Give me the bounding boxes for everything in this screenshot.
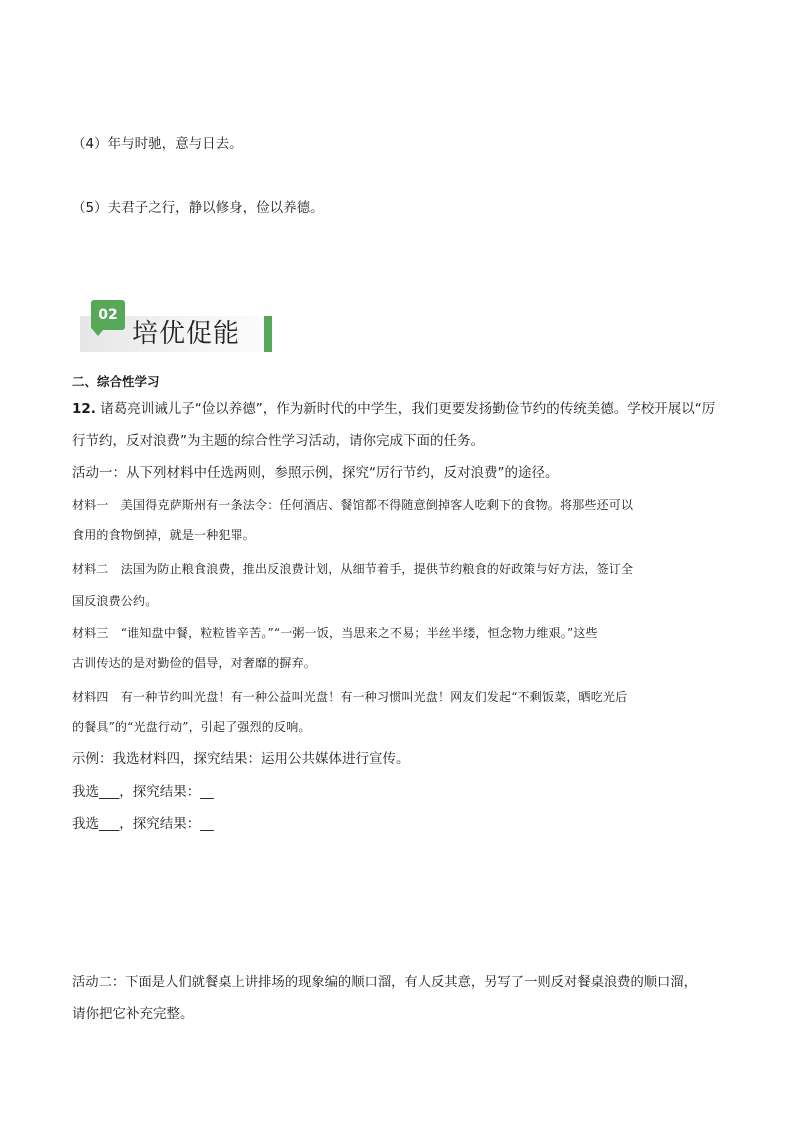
material-3-line-1: 材料三 “谁知盘中餐，粒粒皆辛苦。”“一粥一饭，当思来之不易；半丝半缕，恒念物力维艰。”这些 xyxy=(72,626,598,640)
item-number: （5） xyxy=(72,200,108,216)
item-text: 夫君子之行，静以修身，俭以养德。 xyxy=(107,200,324,216)
badge-tail-icon xyxy=(93,330,103,336)
question-line-2: 行节约，反对浪费”为主题的综合性学习活动，请你完成下面的任务。 xyxy=(72,433,484,449)
activity2-line-1: 活动二：下面是人们就餐桌上讲排场的现象编的顺口溜，有人反其意，另写了一则反对餐桌浪费的顺口溜， xyxy=(72,975,697,990)
material-3-line-2: 古训传达的是对勤俭的倡导，对奢靡的摒弃。 xyxy=(72,656,317,670)
question-text: 诸葛亮训诫儿子“俭以养德”，作为新时代的中学生，我们更要发扬勤俭节约的传统美德。学校开展以“厉 xyxy=(95,401,716,417)
section-banner xyxy=(80,300,276,354)
material-2-line-1: 材料二 法国为防止粮食浪费，推出反浪费计划，从细节着手，提供节约粮食的好政策与好方法，签订全 xyxy=(72,562,634,576)
example-text: 示例：我选材料四，探究结果：运用公共媒体进行宣传。 xyxy=(72,751,410,767)
material-4-line-2: 的餐具”的“光盘行动”，引起了强烈的反响。 xyxy=(72,720,311,734)
item-4 xyxy=(72,136,243,152)
section-heading: 二、综合性学习 xyxy=(72,374,160,389)
activity2-line-2: 请你把它补充完整。 xyxy=(72,1006,194,1022)
banner-accent-bar xyxy=(264,316,272,352)
activity1-intro: 活动一：从下列材料中任选两则，参照示例，探究“厉行节约，反对浪费”的途径。 xyxy=(72,465,559,481)
answer-line-2[interactable]: 我选___，探究结果：__ xyxy=(72,816,214,832)
section-badge: 02 xyxy=(91,300,125,330)
material-1-line-2: 食用的食物倒掉，就是一种犯罪。 xyxy=(72,528,256,542)
question-line-1 xyxy=(72,401,715,417)
material-1-line-1: 材料一 美国得克萨斯州有一条法令：任何酒店、餐馆都不得随意倒掉客人吃剩下的食物。将那些还可以 xyxy=(72,498,634,512)
item-text: 年与时驰，意与日去。 xyxy=(107,136,243,152)
section-title: 培优促能 xyxy=(132,319,241,349)
item-5 xyxy=(72,200,324,216)
material-4-line-1: 材料四 有一种节约叫光盘！有一种公益叫光盘！有一种习惯叫光盘！网友们发起“不剩饭菜，晒吃光后 xyxy=(72,690,628,704)
answer-line-1[interactable]: 我选___，探究结果：__ xyxy=(72,784,214,800)
item-number: （4） xyxy=(72,136,108,152)
material-2-line-2: 国反浪费公约。 xyxy=(72,594,158,608)
question-number: 12. xyxy=(72,401,96,417)
